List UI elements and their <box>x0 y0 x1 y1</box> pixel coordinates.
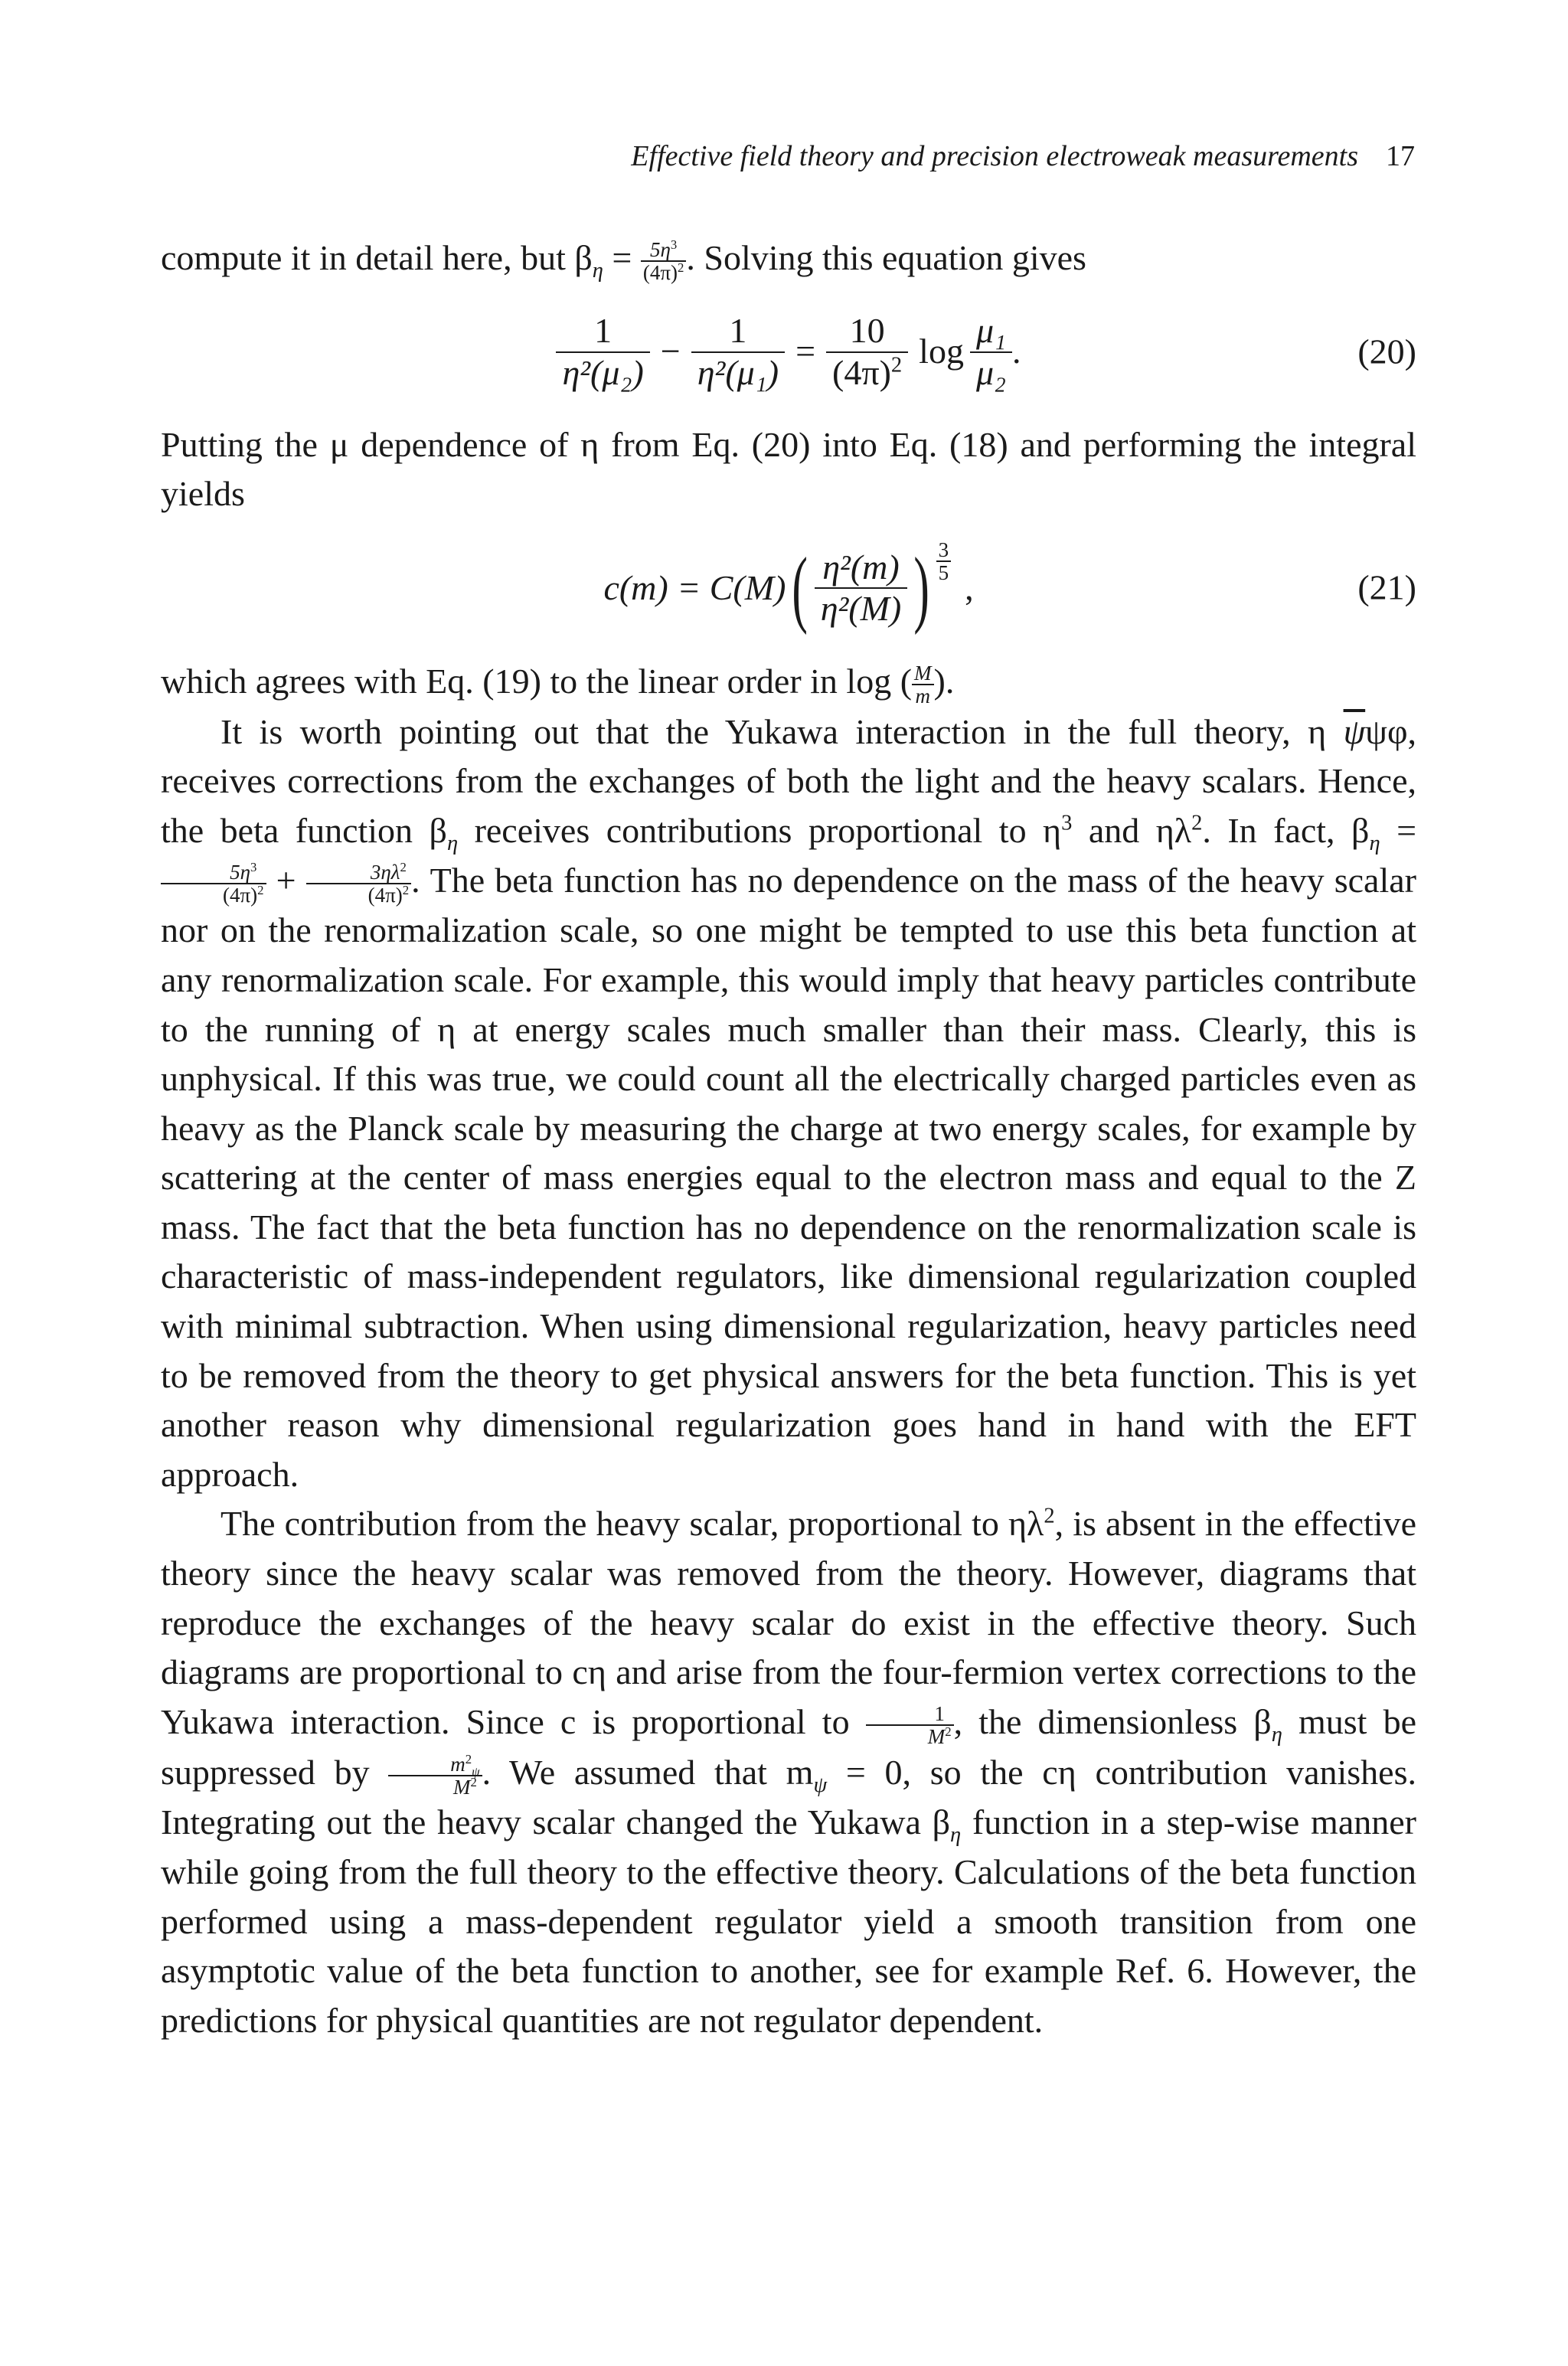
eq20-frac-3: $\frac{10}{(4\pi)^2}$ <box>826 311 908 393</box>
body-text <box>161 234 1416 2045</box>
page-number: 17 <box>1386 140 1415 172</box>
p1-start: compute it in detail here, but β <box>161 238 593 277</box>
paragraph-2: Putting the μ dependence of η from Eq. (20) into Eq. (18) and performing the integral yields <box>161 424 1416 514</box>
eq20-frac-2: $\frac{1}{\text{η²(μ₁)}}$ <box>691 311 785 393</box>
equation-21: c(m) = C(M) ( $\frac{\text{η²(m)}}{\text{η²(M)}}$ ) $\frac{3}{5}$ , (21) <box>603 538 1416 636</box>
paragraph-3: which agrees with Eq. (19) to the linear order in log ( $\frac{M}{m}$ ). <box>161 661 955 708</box>
eq21-frac: $\frac{\text{η²(m)}}{\text{η²(M)}}$ <box>815 547 908 629</box>
eq20-frac-4: $\frac{\text{μ₁}}{\text{μ₂}}$ <box>970 311 1012 393</box>
paragraph-1 <box>161 234 1416 284</box>
beta-subscript: η <box>592 259 603 283</box>
equation-20: $\frac{1}{\text{η²(μ₂)}}$ − $\frac{1}{\text{η²(μ₁)}}$ = $\frac{10}{(4\pi)^2}$ log $\frac{\text{μ₁}}{\text{μ₂}}$ . (20) <box>161 284 1416 420</box>
eq20-tag: (20) <box>1357 332 1416 371</box>
paragraph-5: The contribution from the heavy scalar, proportional to $\eta\lambda^2$, is absent in the effective theory since the heavy scalar was removed from the theory. However, diagrams that reproduce the exchanges of the heavy scalar do exist in the effective theory. Such diagrams are proportional to cη and arise from the four-fermion vertex corrections to the Yukawa interaction. Since c is proportional to $\frac{1}{M^2}$ , the dimensionless $\beta_\eta$ must be suppressed by $\frac{m^2_\psi}{M^2}$ . We assumed that $m_\psi = 0$, so the cη contribution vanishes. Integrating out the heavy scalar changed the Yukawa $\beta_\eta$ function in a step-wise manner while going from the full theory to the effective theory. Calculations of the beta function performed using a mass-dependent regulator yield a smooth transition from one asymptotic value of the beta function to another, see for example Ref. 6. However, the predictions for physical quantities are not regulator dependent. <box>161 1504 1416 2040</box>
eq21-lhs: c(m) = C(M) <box>603 567 786 607</box>
eq21-exponent: $\frac{3}{5}$ <box>936 539 952 584</box>
p1-end: . Solving this equation gives <box>686 238 1086 277</box>
eq20-frac-1: $\frac{1}{\text{η²(μ₂)}}$ <box>556 311 649 393</box>
running-title: Effective field theory and precision electroweak measurements <box>631 140 1358 172</box>
beta-fraction: $\frac{5\eta^3}{(4\pi)^2}$ <box>641 239 687 284</box>
eq21-tag: (21) <box>1357 567 1416 607</box>
paragraph-4: It is worth pointing out that the Yukawa interaction in the full theory, η $\overline{\psi}\psi\varphi$, receives corrections from the exchanges of both the light and the heavy scalars. Hence, the beta function $\beta_\eta$ receives contributions proportional to $\eta^3$ and $\eta\lambda^2$. In fact, $\beta_\eta$ = $\frac{5\eta^3}{(4\pi)^2}$ + $\frac{3\eta\lambda^2}{(4\pi)^2}$ . The beta function has no dependence on the mass of the heavy scalar nor on the renormalization scale, so one might be tempted to use this beta function at any renormalization scale. For example, this would imply that heavy particles contribute to the running of η at energy scales much smaller than their mass. Clearly, this is unphysical. If this was true, we could count all the electrically charged particles even as heavy as the Planck scale by measuring the charge at two energy scales, for example by scattering at the center of mass energies equal to the electron mass and equal to the Z mass. The fact that the beta function has no dependence on the renormalization scale is characteristic of mass-independent regulators, like dimensional regularization coupled with minimal subtraction. When using dimensional regularization, heavy particles need to be removed from the theory to get physical answers for the beta function. This is yet another reason why dimensional regularization goes hand in hand with the EFT approach. <box>161 711 1417 1494</box>
running-header <box>161 139 1415 185</box>
log-fraction: $\frac{M}{m}$ <box>912 662 934 708</box>
p1-eq-sign: = <box>603 238 641 277</box>
